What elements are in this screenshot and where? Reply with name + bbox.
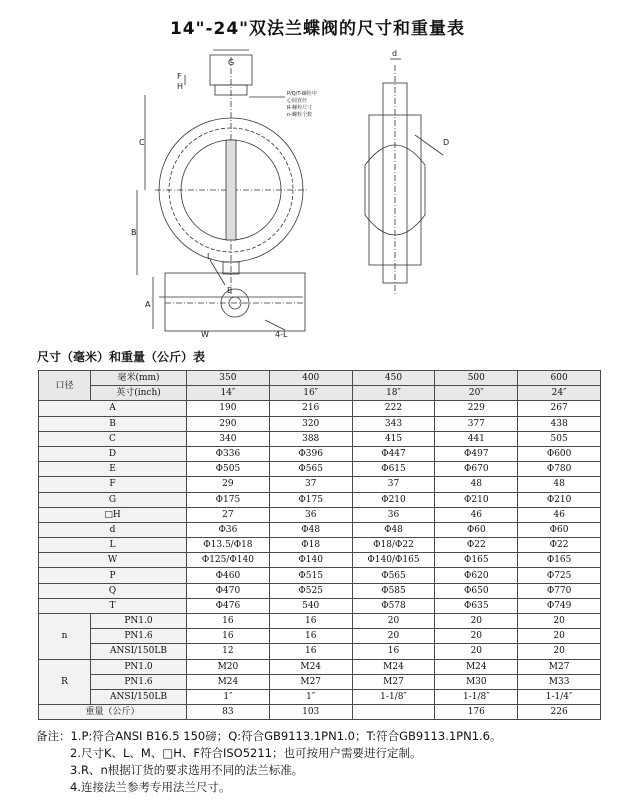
dimension-value: Φ18/Φ22 [352,538,435,553]
dimension-value: Φ210 [352,492,435,507]
table-row [39,507,601,522]
dimension-value: 320 [269,416,352,431]
dim-label-4l: 4-L [275,330,288,339]
table-row [39,522,601,537]
dimension-value: Φ60 [435,522,518,537]
dimension-value: Φ210 [435,492,518,507]
table-row [39,583,601,598]
dimension-label: W [39,553,187,568]
dim-label-l: L [207,252,212,261]
note-1: 备注：1.P:符合ANSI B16.5 150磅；Q:符合GB9113.1PN1.0；T:符合GB9113.1PN1.6。 [36,729,502,743]
dimension-value: 190 [187,401,270,416]
inch-label: 英寸(inch) [91,386,187,401]
bolt-count-value: 16 [269,644,352,659]
inch-value: 14″ [187,386,270,401]
bolt-count-value: 16 [187,614,270,629]
bolt-size-value: M24 [352,659,435,674]
bolt-count-standard: ANSI/150LB [91,644,187,659]
dimension-value: Φ140/Φ165 [352,553,435,568]
dimension-value: Φ22 [518,538,601,553]
dimension-label: B [39,416,187,431]
mm-value: 450 [352,371,435,386]
dimension-value: 388 [269,431,352,446]
dimension-value: Φ13.5/Φ18 [187,538,270,553]
bolt-size-value: M27 [518,659,601,674]
bolt-size-standard: ANSI/150LB [91,689,187,704]
inch-value: 18″ [352,386,435,401]
dimension-label: F [39,477,187,492]
page-title: 14"-24"双法兰蝶阀的尺寸和重量表 [169,19,466,39]
table-title: 尺寸（毫米）和重量（公斤）表 [37,350,206,364]
dimension-value: Φ670 [435,462,518,477]
table-row [39,553,601,568]
bolt-count-value: 20 [518,644,601,659]
dim-label-d-small: d [392,49,398,58]
bolt-count-group-label: n [39,614,91,660]
dimension-value: 229 [435,401,518,416]
dimension-value: Φ175 [187,492,270,507]
dimension-value: 46 [435,507,518,522]
dimension-value: Φ210 [518,492,601,507]
bolt-size-value: 1-1/8″ [352,689,435,704]
top-view-body [165,273,305,331]
bolt-count-standard: PN1.6 [91,629,187,644]
dimension-value: 48 [435,477,518,492]
mm-value: 600 [518,371,601,386]
dim-label-a: A [145,300,151,309]
bolt-count-value: 12 [187,644,270,659]
dimension-value: Φ36 [187,522,270,537]
bolt-size-value: M24 [435,659,518,674]
bolt-count-value: 16 [269,614,352,629]
dimension-value: Φ725 [518,568,601,583]
bolt-count-value: 20 [435,614,518,629]
note-3: 3.R、n根据订货的要求选用不同的法兰标准。 [70,763,304,777]
bolt-count-value: 16 [269,629,352,644]
bolt-size-value: M30 [435,674,518,689]
bolt-size-standard: PN1.0 [91,659,187,674]
dimension-value: Φ497 [435,446,518,461]
mm-value: 500 [435,371,518,386]
legend-line-1: P/Q/T-螺栓中 [287,91,317,97]
dimension-value: Φ60 [518,522,601,537]
dimension-value: Φ565 [269,462,352,477]
dimension-label: T [39,598,187,613]
dimension-value: 222 [352,401,435,416]
dimension-value: 37 [269,477,352,492]
table-row [39,371,601,386]
dimension-value: Φ565 [352,568,435,583]
dim-label-c: C [139,138,145,147]
dim-label-e: E [227,286,233,295]
inch-value: 24″ [518,386,601,401]
dimension-value: Φ578 [352,598,435,613]
dimension-value: Φ447 [352,446,435,461]
dimension-value: Φ175 [269,492,352,507]
bolt-count-value: 20 [518,614,601,629]
bolt-size-value: M24 [187,674,270,689]
dimension-value: Φ770 [518,583,601,598]
weight-value: 83 [187,705,270,720]
bolt-count-value: 16 [352,644,435,659]
weight-value: 176 [435,705,518,720]
dimension-value: Φ505 [187,462,270,477]
weight-value: 103 [269,705,352,720]
dimension-label: L [39,538,187,553]
dimension-value: 343 [352,416,435,431]
dimension-label: Q [39,583,187,598]
dimension-value: 540 [269,598,352,613]
notes [36,728,502,796]
dim-label-g: G [228,58,235,67]
dimension-label: A [39,401,187,416]
table-row [39,598,601,613]
dimension-value: Φ396 [269,446,352,461]
mm-value: 350 [187,371,270,386]
bolt-size-value: M27 [352,674,435,689]
dimension-value: 36 [352,507,435,522]
table-row [39,689,601,704]
dimension-value: 48 [518,477,601,492]
dimension-value: 438 [518,416,601,431]
legend-line-3: R-螺栓尺寸 [287,105,313,111]
bolt-size-value: M33 [518,674,601,689]
dim-label-b: B [131,228,137,237]
dim-label-f: F [177,72,182,81]
dimension-label: G [39,492,187,507]
dim-label-d: D [443,138,450,147]
note-4: 4.连接法兰参考专用法兰尺寸。 [70,780,231,794]
table-row [39,401,601,416]
dimension-value: Φ165 [518,553,601,568]
dimension-value: 267 [518,401,601,416]
dimension-value: Φ585 [352,583,435,598]
table-row [39,614,601,629]
dimension-value: Φ615 [352,462,435,477]
table-row [39,538,601,553]
valve-drawing [125,45,455,345]
table-row [39,659,601,674]
table-row [39,629,601,644]
table-row [39,705,601,720]
bolt-size-value: 1″ [187,689,270,704]
dimension-value: Φ470 [187,583,270,598]
dimension-value: 290 [187,416,270,431]
bolt-size-value: 1-1/4″ [518,689,601,704]
dimension-value: Φ476 [187,598,270,613]
dimension-value: 505 [518,431,601,446]
dimension-value: Φ48 [269,522,352,537]
table-row [39,492,601,507]
dimension-value: Φ780 [518,462,601,477]
table-row [39,462,601,477]
bolt-count-value: 20 [435,629,518,644]
caliber-label: 口径 [39,371,91,401]
dim-label-h: H [177,82,184,91]
dimension-value: Φ749 [518,598,601,613]
bolt-count-value: 20 [435,644,518,659]
table-row [39,674,601,689]
dimension-weight-table [38,370,601,720]
bolt-count-standard: PN1.0 [91,614,187,629]
dimension-value: Φ140 [269,553,352,568]
table-row [39,568,601,583]
valve-disc [226,140,236,240]
inch-value: 20″ [435,386,518,401]
dimension-value: 46 [518,507,601,522]
table-row [39,446,601,461]
dimension-value: 27 [187,507,270,522]
table-row [39,431,601,446]
bolt-count-value: 20 [352,614,435,629]
bolt-size-value: M20 [187,659,270,674]
bolt-count-value: 20 [352,629,435,644]
bolt-size-value: M27 [269,674,352,689]
bolt-size-standard: PN1.6 [91,674,187,689]
dimension-value: Φ650 [435,583,518,598]
dimension-value: Φ620 [435,568,518,583]
weight-value [352,705,435,720]
dimension-label: C [39,431,187,446]
dimension-label: □H [39,507,187,522]
table-row [39,386,601,401]
dimension-value: Φ336 [187,446,270,461]
dimension-value: Φ48 [352,522,435,537]
dimension-value: Φ600 [518,446,601,461]
legend-line-2: 心圆直径 [287,98,308,104]
table-row [39,477,601,492]
note-2: 2.尺寸K、L、M、□H、F符合ISO5211；也可按用户需要进行定制。 [70,746,422,760]
dimension-value: Φ460 [187,568,270,583]
mm-label: 毫米(mm) [91,371,187,386]
dimension-value: 29 [187,477,270,492]
dimension-value: Φ635 [435,598,518,613]
mm-value: 400 [269,371,352,386]
dim-label-w: W [201,330,209,339]
bolt-size-value: 1-1/8″ [435,689,518,704]
dimension-value: 377 [435,416,518,431]
dimension-value: 441 [435,431,518,446]
bolt-count-value: 20 [518,629,601,644]
dimension-value: 415 [352,431,435,446]
dimension-value: Φ165 [435,553,518,568]
dimension-label: D [39,446,187,461]
dimension-value: Φ125/Φ140 [187,553,270,568]
dimension-value: Φ515 [269,568,352,583]
inch-value: 16″ [269,386,352,401]
weight-value: 226 [518,705,601,720]
legend-line-4: n-螺栓个数 [287,112,312,118]
dimension-label: E [39,462,187,477]
dimension-value: 37 [352,477,435,492]
bolt-size-group-label: R [39,659,91,705]
dimension-label: d [39,522,187,537]
bolt-count-value: 16 [187,629,270,644]
dimension-value: Φ22 [435,538,518,553]
bolt-size-value: M24 [269,659,352,674]
dimension-label: P [39,568,187,583]
dimension-value: 340 [187,431,270,446]
table-row [39,416,601,431]
bolt-size-value: 1″ [269,689,352,704]
table-row [39,644,601,659]
dimension-value: Φ18 [269,538,352,553]
dimension-value: 216 [269,401,352,416]
dimension-value: 36 [269,507,352,522]
dimension-value: Φ525 [269,583,352,598]
weight-label: 重量（公斤） [39,705,187,720]
